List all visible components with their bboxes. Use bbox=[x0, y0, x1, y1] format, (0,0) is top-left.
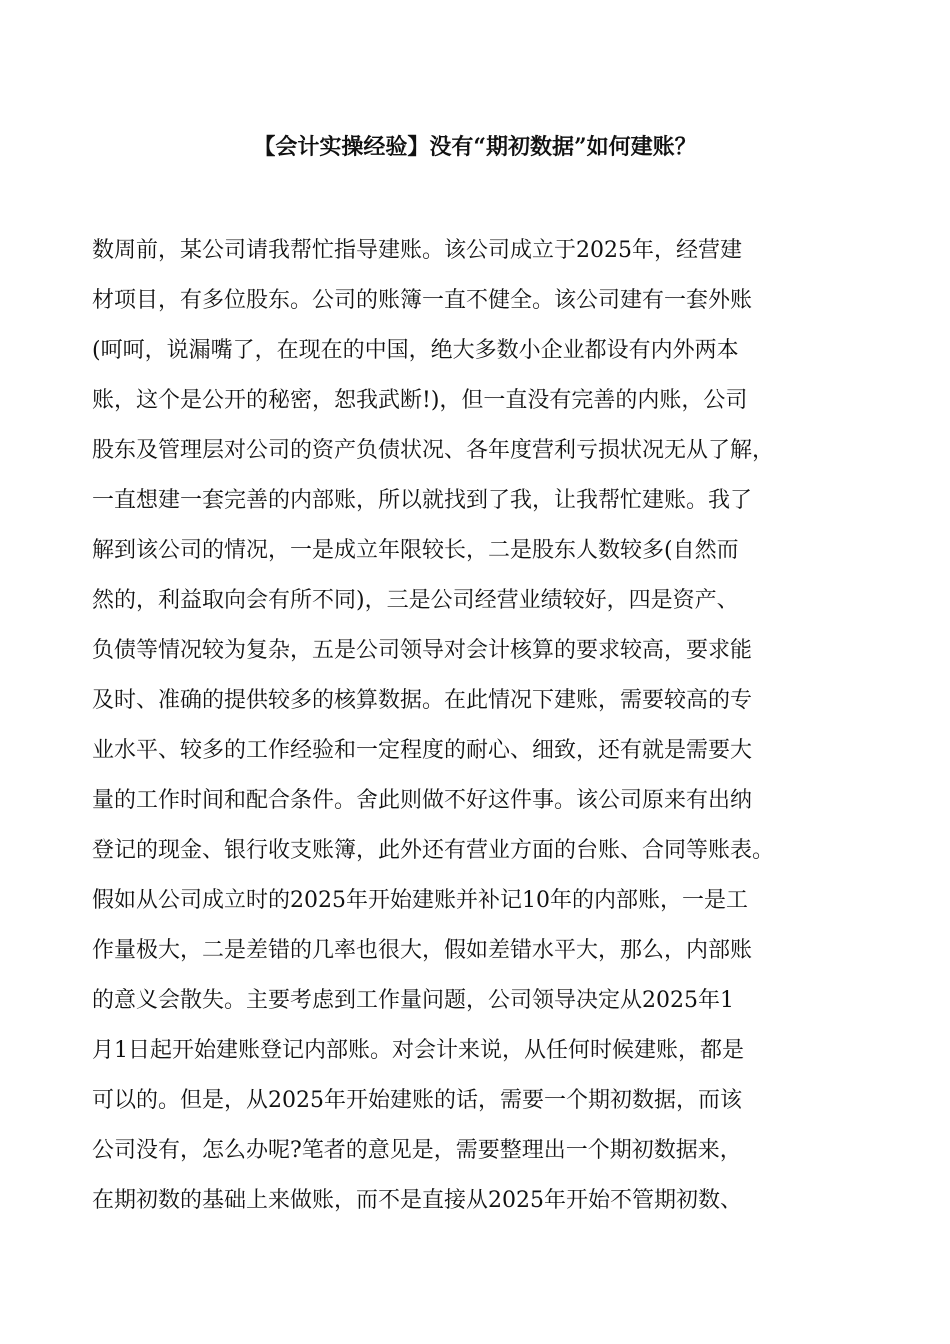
body-line: 及时、准确的提供较多的核算数据。在此情况下建账，需要较高的专 bbox=[92, 688, 753, 713]
body-line: 假如从公司成立时的2025年开始建账并补记10年的内部账，一是工 bbox=[92, 888, 748, 913]
body-line: 的意义会散失。主要考虑到工作量问题，公司领导决定从2025年1 bbox=[92, 988, 734, 1013]
body-line: 量的工作时间和配合条件。舍此则做不好这件事。该公司原来有出纳 bbox=[92, 788, 753, 813]
body-line: 作量极大，二是差错的几率也很大，假如差错水平大，那么，内部账 bbox=[92, 938, 753, 963]
body-line: 账，这个是公开的秘密，恕我武断!)，但一直没有完善的内账，公司 bbox=[92, 388, 748, 413]
body-line: 然的，利益取向会有所不同)，三是公司经营业绩较好，四是资产、 bbox=[92, 588, 739, 613]
body-line: 解到该公司的情况，一是成立年限较长，二是股东人数较多(自然而 bbox=[92, 538, 739, 563]
body-line: (呵呵，说漏嘴了，在现在的中国，绝大多数小企业都设有内外两本 bbox=[92, 338, 739, 363]
document-title: 【会计实操经验】没有“期初数据”如何建账？ bbox=[253, 134, 697, 160]
body-line: 月1日起开始建账登记内部账。对会计来说，从任何时候建账，都是 bbox=[92, 1038, 744, 1063]
body-line: 数周前，某公司请我帮忙指导建账。该公司成立于2025年，经营建 bbox=[92, 238, 742, 263]
body-line: 负债等情况较为复杂，五是公司领导对会计核算的要求较高，要求能 bbox=[92, 638, 753, 663]
body-line: 公司没有，怎么办呢?笔者的意见是，需要整理出一个期初数据来， bbox=[92, 1138, 742, 1163]
body-line: 一直想建一套完善的内部账，所以就找到了我，让我帮忙建账。我了 bbox=[92, 488, 753, 513]
body-line: 登记的现金、银行收支账簿，此外还有营业方面的台账、合同等账表。 bbox=[92, 838, 775, 863]
body-line: 可以的。但是，从2025年开始建账的话，需要一个期初数据，而该 bbox=[92, 1088, 742, 1113]
body-line: 股东及管理层对公司的资产负债状况、各年度营利亏损状况无从了解， bbox=[92, 438, 775, 463]
body-line: 在期初数的基础上来做账，而不是直接从2025年开始不管期初数、 bbox=[92, 1188, 742, 1213]
body-line: 材项目，有多位股东。公司的账簿一直不健全。该公司建有一套外账 bbox=[92, 288, 753, 313]
body-line: 业水平、较多的工作经验和一定程度的耐心、细致，还有就是需要大 bbox=[92, 738, 753, 763]
